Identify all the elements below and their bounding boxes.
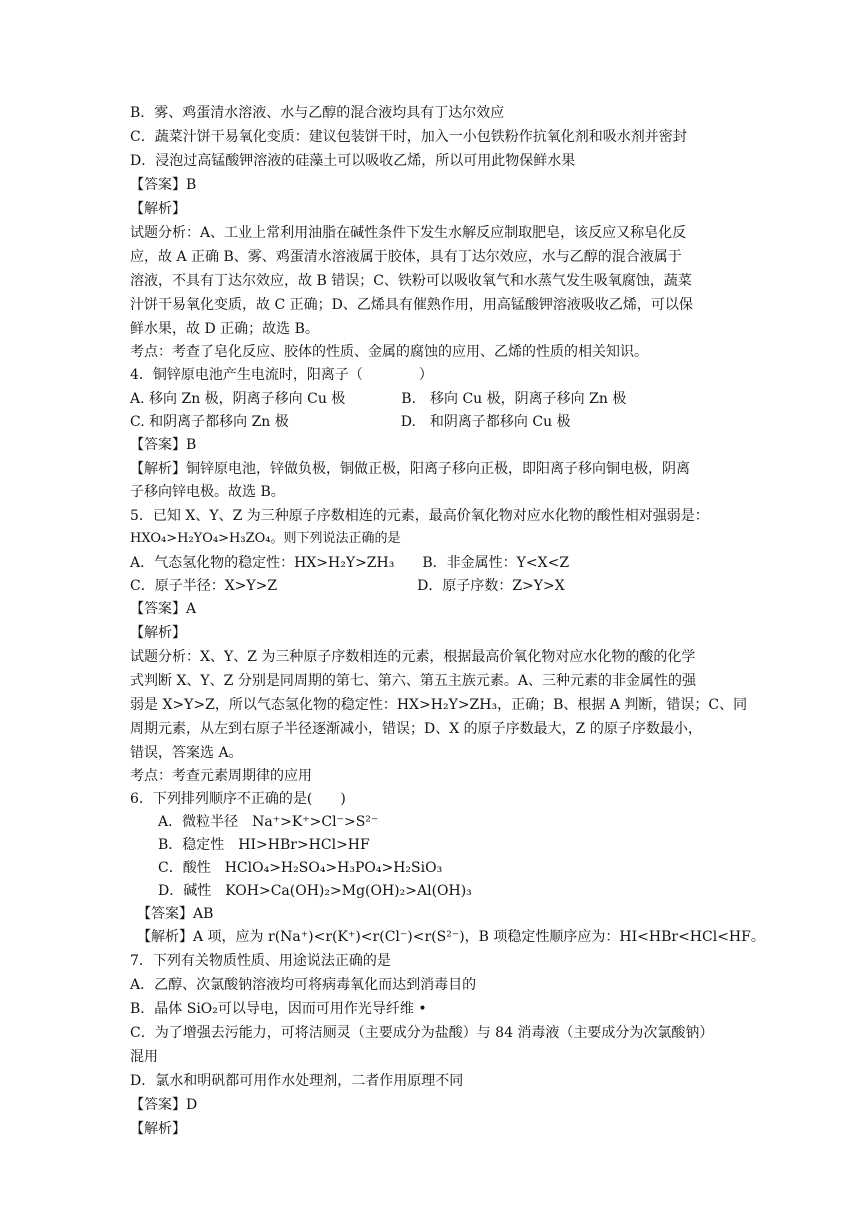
option-line: C．原子半径：X>Y>Z D．原子序数：Z>Y>X xyxy=(130,578,565,594)
question-line: 6．下列排列顺序不正确的是( ) xyxy=(130,791,346,807)
answer-line: 【答案】D xyxy=(130,1097,198,1113)
analysis-text: 周期元素，从左到右原子半径逐渐减小，错误；D、X 的原子序数最大，Z 的原子序数最小， xyxy=(130,721,702,737)
option-line: A．微粒半径 Na⁺>K⁺>Cl⁻>S²⁻ xyxy=(130,814,379,830)
question-line: HXO₄>H₂YO₄>H₃ZO₄。则下列说法正确的是 xyxy=(130,531,401,546)
option-line: D．浸泡过高锰酸钾溶液的硅藻土可以吸收乙烯，所以可用此物保鲜水果 xyxy=(130,153,576,169)
option-line: D．碱性 KOH>Ca(OH)₂>Mg(OH)₂>Al(OH)₃ xyxy=(130,883,472,899)
option-line: B．稳定性 HI>HBr>HCl>HF xyxy=(130,837,370,853)
answer-line: 【答案】A xyxy=(130,601,197,617)
analysis-text: 子移向锌电极。故选 B。 xyxy=(130,484,285,500)
analysis-text: 鲜水果，故 D 正确；故选 B。 xyxy=(130,321,319,337)
analysis-text: 【解析】A 项，应为 r(Na⁺)<r(K⁺)<r(Cl⁻)<r(S²⁻)，B 项稳定性顺序应为：HI<HBr<HCl<HF。 xyxy=(130,929,765,945)
analysis-heading: 【解析】 xyxy=(130,201,186,217)
option-line: C．为了增强去污能力，可将洁厕灵（主要成分为盐酸）与 84 消毒液（主要成分为次氯酸钠） xyxy=(130,1025,714,1041)
question-line: 5．已知 X、Y、Z 为三种原子序数相连的元素，最高价氧化物对应水化物的酸性相对强弱是： xyxy=(130,508,709,524)
option-line: C．酸性 HClO₄>H₂SO₄>H₃PO₄>H₂SiO₃ xyxy=(130,860,443,876)
answer-line: 【答案】AB xyxy=(130,906,214,922)
option-line: A．乙醇、次氯酸钠溶液均可将病毒氧化而达到消毒目的 xyxy=(130,977,477,993)
analysis-text: 【解析】铜锌原电池，锌做负极，铜做正极，阳离子移向正极，即阳离子移向铜电极，阴离 xyxy=(130,461,690,477)
option-line: A．气态氢化物的稳定性：HX>H₂Y>ZH₃ B．非金属性：Y<X<Z xyxy=(130,555,570,571)
analysis-heading: 【解析】 xyxy=(130,625,186,641)
option-line: C. 和阴离子都移向 Zn 极 D. 和阴离子都移向 Cu 极 xyxy=(130,414,571,430)
analysis-text: 试题分析：X、Y、Z 为三种原子序数相连的元素，根据最高价氧化物对应水化物的酸的化学 xyxy=(130,649,696,665)
option-line: 混用 xyxy=(130,1049,158,1065)
answer-line: 【答案】B xyxy=(130,437,197,453)
analysis-text: 试题分析：A、工业上常利用油脂在碱性条件下发生水解反应制取肥皂，该反应又称皂化反 xyxy=(130,225,687,241)
question-line: 4．铜锌原电池产生电流时，阳离子（ ） xyxy=(130,367,433,383)
answer-line: 【答案】B xyxy=(130,177,197,193)
analysis-text: 错误，答案选 A。 xyxy=(130,745,243,761)
analysis-text: 汁饼干易氧化变质，故 C 正确；D、乙烯具有催熟作用，用高锰酸钾溶液吸收乙烯，可以保 xyxy=(130,297,693,313)
analysis-text: 应，故 A 正确 B、雾、鸡蛋清水溶液属于胶体，具有丁达尔效应，水与乙醇的混合液属于 xyxy=(130,249,682,265)
option-line: B．雾、鸡蛋清水溶液、水与乙醇的混合液均具有丁达尔效应 xyxy=(130,105,505,121)
option-line: C．蔬菜汁饼干易氧化变质：建议包装饼干时，加入一小包铁粉作抗氧化剂和吸水剂并密封 xyxy=(130,129,687,145)
question-line: 7．下列有关物质性质、用途说法正确的是 xyxy=(130,953,391,969)
analysis-text: 溶液，不具有丁达尔效应，故 B 错误；C、铁粉可以吸收氧气和水蒸气发生吸氧腐蚀，蔬菜 xyxy=(130,273,692,289)
analysis-text: 弱是 X>Y>Z，所以气态氢化物的稳定性：HX>H₂Y>ZH₃，正确；B、根据 A 判断，错误；C、同 xyxy=(130,697,748,713)
topic-line: 考点：考查元素周期律的应用 xyxy=(130,768,312,784)
option-line: A. 移向 Zn 极，阴离子移向 Cu 极 B. 移向 Cu 极，阴离子移向 Zn 极 xyxy=(130,391,627,407)
analysis-heading: 【解析】 xyxy=(130,1121,186,1137)
option-line: B．晶体 SiO₂可以导电，因而可用作光导纤维 • xyxy=(130,1001,427,1017)
topic-line: 考点：考查了皂化反应、胶体的性质、金属的腐蚀的应用、乙烯的性质的相关知识。 xyxy=(130,344,648,360)
option-line: D．氯水和明矾都可用作水处理剂，二者作用原理不同 xyxy=(130,1073,464,1089)
analysis-text: 式判断 X、Y、Z 分别是同周期的第七、第六、第五主族元素。A、三种元素的非金属性的强 xyxy=(130,673,696,689)
